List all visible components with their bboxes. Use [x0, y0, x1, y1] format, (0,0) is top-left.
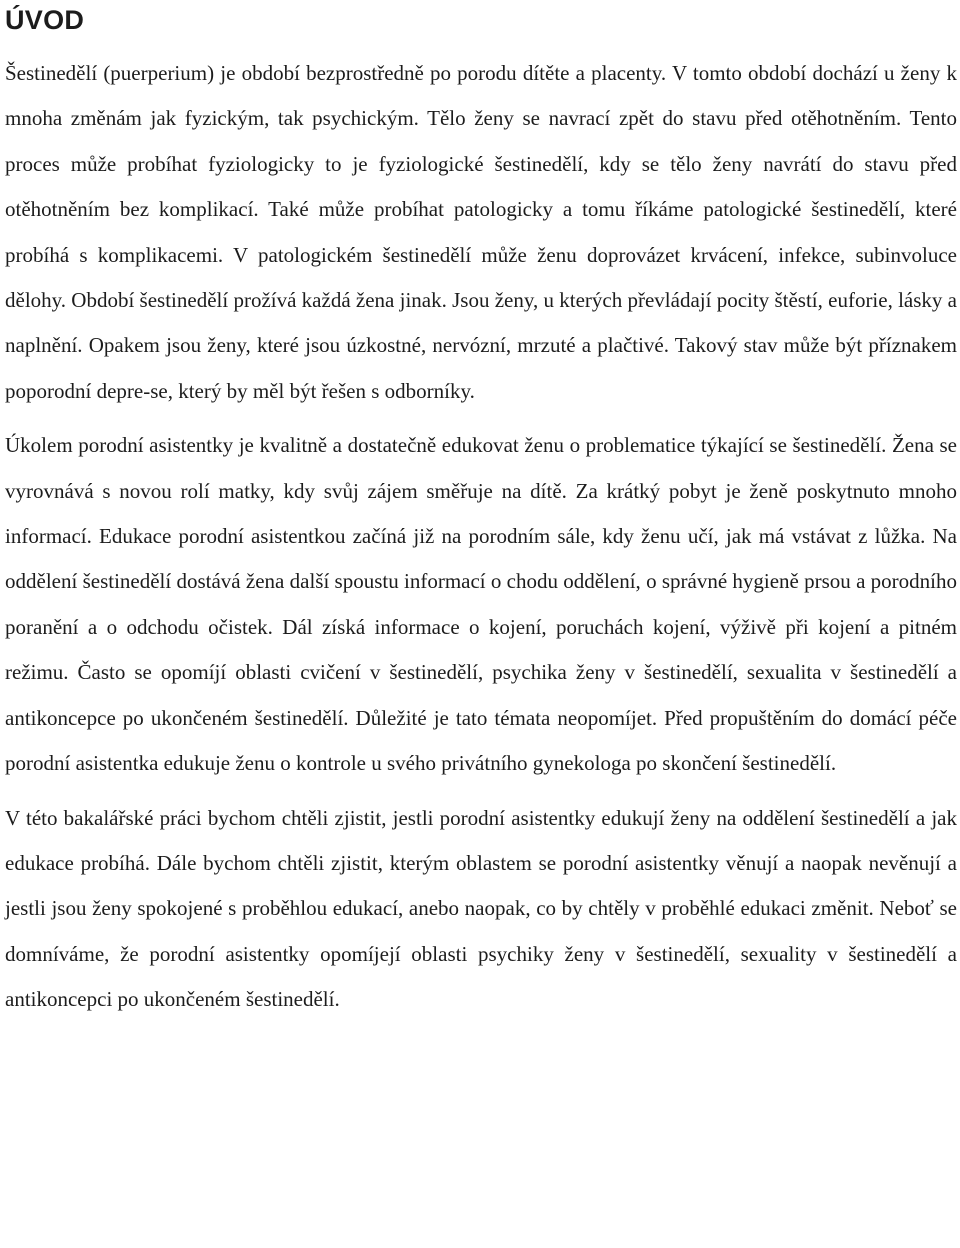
paragraph-education: Úkolem porodní asistentky je kvalitně a dostatečně edukovat ženu o problematice týkající se šestinedělí. Žena se vyrovnává s novou rolí matky, kdy svůj zájem směřuje na dítě. Za krátký pobyt je ženě poskytnuto mnoho informací. Edukace porodní asistentkou začíná již na porodním sále, kdy ženu učí, jak má vstávat z lůžka. Na oddělení šestinedělí dostává žena další spoustu informací o chodu oddělení, o správné hygieně prsou a porodního poranění a o odchodu očistek. Dál získá informace o kojení, poruchách kojení, výživě při kojení a pitném režimu. Často se opomíjí oblasti cvičení v šestinedělí, psychika ženy v šestinedělí, sexualita v šestinedělí a antikoncepce po ukončeném šestinedělí. Důležité je tato témata neopomíjet. Před propuštěním do domácí péče porodní asistentka edukuje ženu o kontrole u svého privátního gynekologa po skončení šestinedělí. — [5, 433, 957, 776]
paragraph-intro: Šestinedělí (puerperium) je období bezprostředně po porodu dítěte a placenty. V tomto období dochází u ženy k mnoha změnám jak fyzickým, tak psychickým. Tělo ženy se navrací zpět do stavu před otěhotněním. Tento proces může probíhat fyziologicky to je fyziologické šestinedělí, kdy se tělo ženy navrátí do stavu před otěhotněním bez komplikací. Také může probíhat patologicky a tomu říkáme patologické šestinedělí, které probíhá s komplikacemi. V patologickém šestinedělí může ženu doprovázet krvácení, infekce, subinvoluce dělohy. Období šestinedělí prožívá každá žena jinak. Jsou ženy, u kterých převládají pocity štěstí, euforie, lásky a naplnění. Opakem jsou ženy, které jsou úzkostné, nervózní, mrzuté a plačtivé. Takový stav může být příznakem poporodní depre-se, který by měl být řešen s odborníky. — [5, 61, 957, 403]
page-title: ÚVOD — [5, 5, 85, 35]
document-page — [5, 0, 957, 1248]
paragraph-aims: V této bakalářské práci bychom chtěli zjistit, jestli porodní asistentky edukují ženy na oddělení šestinedělí a jak edukace probíhá. Dále bychom chtěli zjistit, kterým oblastem se porodní asistentky věnují a naopak nevěnují a jestli jsou ženy spokojené s proběhlou edukací, anebo naopak, co by chtěly v proběhlé edukaci změnit. Neboť se domníváme, že porodní asistentky opomíjejí oblasti psychiky ženy v šestinedělí, sexuality v šestinedělí a antikoncepci po ukončeném šestinedělí. — [5, 805, 957, 1012]
